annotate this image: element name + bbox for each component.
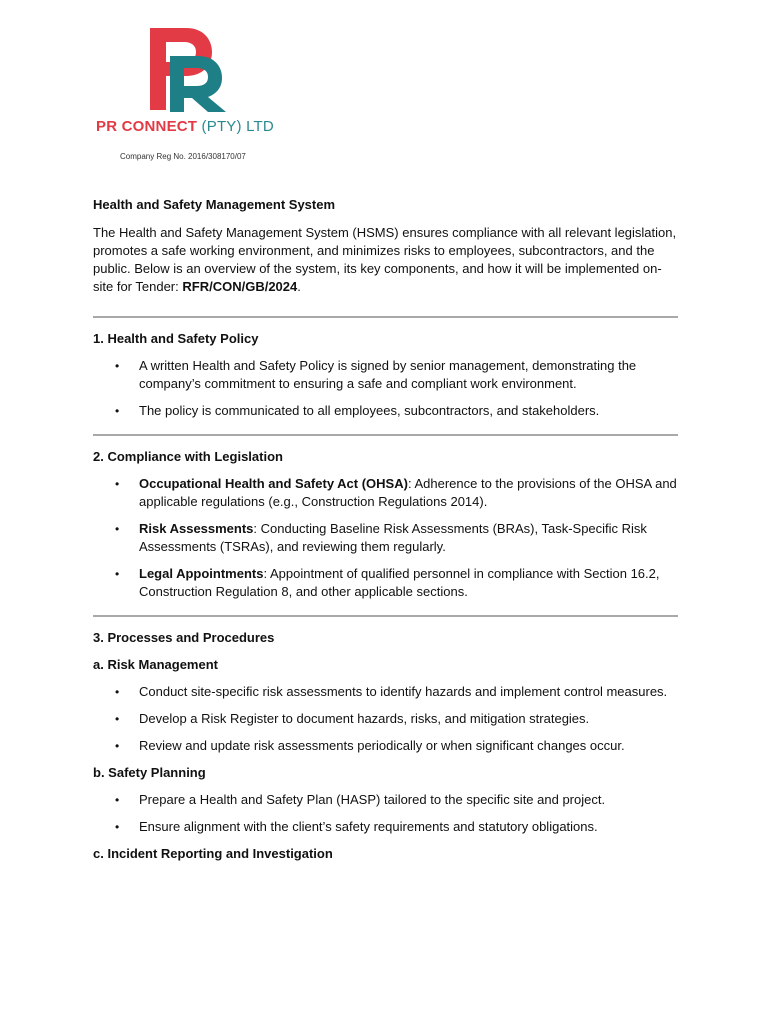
bullet-icon: • bbox=[115, 685, 120, 699]
pr-logo-mark bbox=[146, 26, 236, 114]
subheading-incident-reporting: c. Incident Reporting and Investigation bbox=[93, 846, 333, 861]
company-reg-number: Company Reg No. 2016/308170/07 bbox=[120, 152, 246, 161]
bullet-icon: • bbox=[115, 820, 120, 834]
subheading-safety-planning: b. Safety Planning bbox=[93, 765, 206, 780]
list-item-text: : Appointment of qualified personnel in compliance with Section 16.2, Construction Regulation 8, and other applicable sections. bbox=[139, 566, 660, 599]
wordmark-suffix: (PTY) LTD bbox=[197, 118, 274, 135]
bullet-icon: • bbox=[115, 359, 120, 373]
bullet-icon: • bbox=[115, 567, 120, 581]
list-item-text: Review and update risk assessments periodically or when significant changes occur. bbox=[139, 738, 625, 753]
list-item bbox=[93, 520, 678, 556]
list-item bbox=[93, 791, 678, 809]
intro-text: The Health and Safety Management System (HSMS) ensures compliance with all relevant legislation, promotes a safe working environment, and minimizes risks to employees, subcontractors, and the public. Below is an overview of the system, its key components, and how it will be implemented on-site for Tender: bbox=[93, 225, 677, 294]
list-item-text: Conduct site-specific risk assessments to identify hazards and implement control measures. bbox=[139, 684, 668, 699]
section-heading-processes: 3. Processes and Procedures bbox=[93, 630, 275, 645]
list-item-text: : Adherence to the provisions of the OHSA and applicable regulations (e.g., Construction Regulations 2014). bbox=[139, 476, 677, 509]
compliance-list bbox=[93, 475, 678, 601]
intro-end: . bbox=[297, 279, 301, 294]
section-divider bbox=[93, 316, 678, 318]
list-item bbox=[93, 818, 678, 836]
list-item bbox=[93, 710, 678, 728]
tender-number: RFR/CON/GB/2024 bbox=[182, 279, 298, 294]
bullet-icon: • bbox=[115, 793, 120, 807]
list-item-term: Occupational Health and Safety Act (OHSA) bbox=[139, 476, 408, 491]
section-divider bbox=[93, 434, 678, 436]
company-logo bbox=[96, 22, 296, 172]
list-item-text: Ensure alignment with the client’s safety requirements and statutory obligations. bbox=[139, 819, 598, 834]
bullet-icon: • bbox=[115, 739, 120, 753]
list-item-text: A written Health and Safety Policy is signed by senior management, demonstrating the company’s commitment to ensuring a safe and compliant work environment. bbox=[139, 358, 637, 391]
bullet-icon: • bbox=[115, 404, 120, 418]
section-heading-policy: 1. Health and Safety Policy bbox=[93, 331, 259, 346]
bullet-icon: • bbox=[115, 477, 120, 491]
bullet-icon: • bbox=[115, 522, 120, 536]
section-heading-compliance: 2. Compliance with Legislation bbox=[93, 449, 283, 464]
list-item bbox=[93, 683, 678, 701]
company-wordmark bbox=[96, 118, 274, 135]
list-item bbox=[93, 357, 678, 393]
subheading-risk-management: a. Risk Management bbox=[93, 657, 218, 672]
list-item-term: Legal Appointments bbox=[139, 566, 264, 581]
document-body bbox=[93, 196, 678, 872]
list-item-text: The policy is communicated to all employees, subcontractors, and stakeholders. bbox=[139, 403, 600, 418]
risk-management-list bbox=[93, 683, 678, 755]
list-item bbox=[93, 402, 678, 420]
list-item bbox=[93, 475, 678, 511]
safety-planning-list bbox=[93, 791, 678, 836]
wordmark-name: PR CONNECT bbox=[96, 118, 198, 135]
policy-list bbox=[93, 357, 678, 420]
document-title: Health and Safety Management System bbox=[93, 197, 336, 212]
section-divider bbox=[93, 615, 678, 617]
bullet-icon: • bbox=[115, 712, 120, 726]
list-item-term: Risk Assessments bbox=[139, 521, 254, 536]
list-item bbox=[93, 737, 678, 755]
intro-paragraph bbox=[93, 224, 678, 296]
list-item-text: Develop a Risk Register to document hazards, risks, and mitigation strategies. bbox=[139, 711, 590, 726]
list-item-text: : Conducting Baseline Risk Assessments (BRAs), Task-Specific Risk Assessments (TSRAs), and reviewing them regularly. bbox=[139, 521, 647, 554]
list-item bbox=[93, 565, 678, 601]
list-item-text: Prepare a Health and Safety Plan (HASP) tailored to the specific site and project. bbox=[139, 792, 606, 807]
